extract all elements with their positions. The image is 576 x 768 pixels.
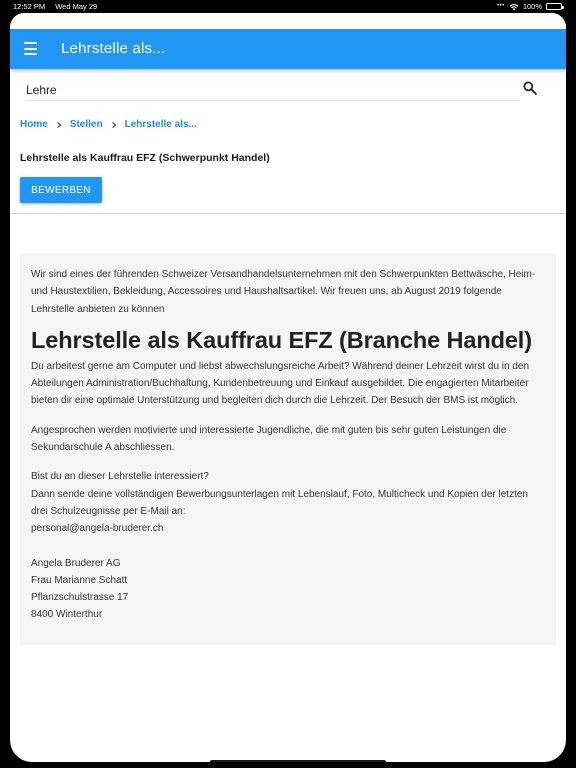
search-input[interactable] [26, 79, 520, 101]
hamburger-icon[interactable] [24, 42, 37, 55]
apply-instructions: Dann sende deine vollständigen Bewerbungsunterlagen mit Lebenslauf, Foto, Multicheck und Kopien der letzten drei Schulzeugnisse per E-Mail an: [31, 488, 528, 517]
description-paragraph-1: Du arbeitest gerne am Computer und liebst abwechslungsreiche Arbeit? Während deiner Lehrzeit wirst du in den Abteilungen Administration/Buchhaltung, Kundenbetreuung und Einkauf ausgebildet. Die engagierten Mitarbeiter bieten dir eine optimale Unterstützung und begleiten dich durch die Lehrzeit. Der Besuch der BMS ist möglich. [31, 360, 530, 407]
job-description-card [20, 253, 556, 645]
status-left [13, 0, 105, 13]
address-contact-person: Frau Marianne Schatt [31, 574, 128, 586]
status-right [497, 0, 562, 13]
spacer [31, 410, 545, 422]
app-screen [10, 13, 566, 762]
hamburger-line [24, 53, 37, 55]
app-bar [10, 29, 566, 69]
search-bar [26, 75, 546, 103]
spacer [31, 538, 545, 555]
chevron-right-icon [54, 120, 64, 130]
breadcrumb-current[interactable]: Lehrstelle als... [124, 119, 197, 130]
search-icon[interactable] [522, 80, 538, 96]
home-indicator[interactable] [210, 760, 386, 762]
address-city: 8400 Winterthur [31, 609, 103, 621]
apply-question: Bist du an dieser Lehrstelle interessiert? [31, 471, 209, 483]
signal-icon: ••• [497, 3, 505, 9]
hamburger-line [24, 42, 37, 44]
description-headline: Lehrstelle als Kauffrau EFZ (Branche Handel) [31, 326, 532, 353]
hamburger-line [24, 48, 37, 50]
wifi-icon [509, 3, 519, 11]
breadcrumb-stellen[interactable]: Stellen [69, 119, 103, 130]
address-company: Angela Bruderer AG [31, 557, 121, 569]
breadcrumb [20, 119, 197, 130]
status-date: Wed May 29 [55, 2, 98, 11]
breadcrumb-home[interactable]: Home [20, 119, 48, 130]
description-paragraph-2: Angesprochen werden motivierte und interessierte Jugendliche, die mit guten bis sehr guten Leistungen die Sekundarschule A abschliessen. [31, 424, 507, 454]
divider [10, 213, 566, 214]
spacer [31, 456, 545, 468]
app-bar-title: Lehrstelle als... [61, 40, 166, 57]
status-time: 12:52 PM [13, 2, 46, 11]
contact-email[interactable]: personal@angela-bruderer.ch [31, 523, 164, 535]
job-title: Lehrstelle als Kauffrau EFZ (Schwerpunkt Handel) [20, 152, 270, 164]
address-street: Pflanzschulstrasse 17 [31, 592, 129, 604]
battery-icon [546, 3, 562, 10]
apply-button[interactable]: BEWERBEN [20, 177, 102, 203]
intro-text: Wir sind eines der führenden Schweizer Versandhandelsunternehmen mit den Schwerpunkten Bettwäsche, Heim- und Haustextilien, Bekleidung, Accessoires und Haushaltsartikel. Wir freuen uns, ab August 2019 folgende Lehrstelle anbieten zu können [31, 269, 536, 315]
chevron-right-icon [109, 120, 119, 130]
status-bar [0, 0, 576, 13]
battery-percent: 100% [522, 2, 542, 11]
